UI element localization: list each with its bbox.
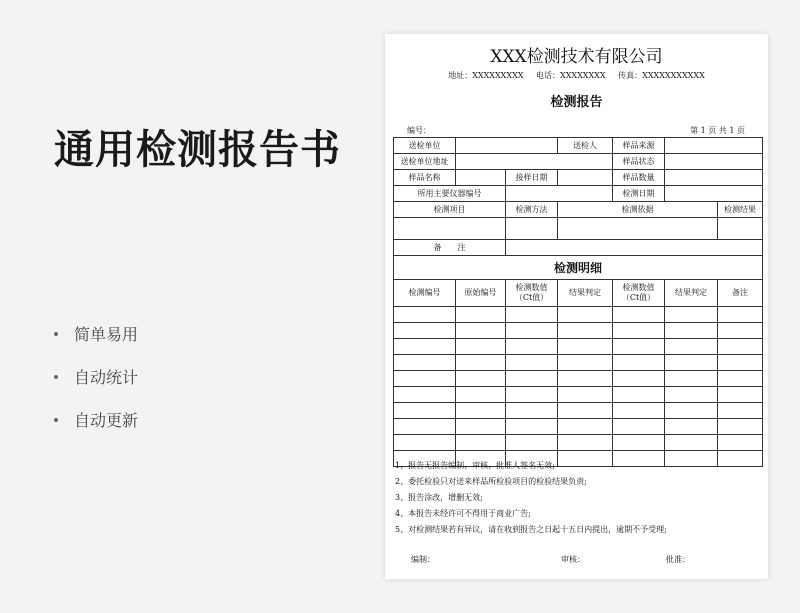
feature-label: 简单易用	[74, 325, 139, 344]
value-instrument-no[interactable]	[506, 186, 613, 202]
table-row	[394, 339, 763, 355]
label-test-date: 检测日期	[613, 186, 665, 202]
label-sample-status: 样品状态	[613, 154, 665, 170]
detail-cell[interactable]	[394, 387, 456, 403]
detail-cell[interactable]	[665, 323, 718, 339]
report-title: 检测报告	[550, 95, 603, 110]
label-sample-name: 样品名称	[394, 170, 456, 186]
bullet-icon	[54, 418, 58, 422]
detail-cell[interactable]	[665, 339, 718, 355]
value-sample-source[interactable]	[665, 138, 763, 154]
detail-section-title: 检测明细	[394, 256, 763, 280]
label-sender-address: 送检单位地址	[394, 154, 456, 170]
feature-list	[54, 312, 138, 441]
page-indicator: 第 1 页 共 1 页	[690, 126, 745, 135]
detail-cell[interactable]	[506, 419, 558, 435]
label-inspector: 送检人	[558, 138, 613, 154]
detail-cell[interactable]	[558, 323, 613, 339]
detail-cell[interactable]	[394, 403, 456, 419]
detail-cell[interactable]	[558, 435, 613, 451]
detail-cell[interactable]	[506, 371, 558, 387]
detail-cell[interactable]	[613, 419, 665, 435]
detail-cell[interactable]	[558, 339, 613, 355]
detail-cell[interactable]	[456, 403, 506, 419]
report-form-table	[393, 137, 763, 467]
table-row	[394, 403, 763, 419]
value-sampling-date[interactable]	[558, 170, 613, 186]
table-row	[394, 419, 763, 435]
page-title: 通用检测报告书	[54, 127, 341, 173]
detail-cell[interactable]	[665, 307, 718, 323]
detail-cell[interactable]	[558, 387, 613, 403]
detail-cell[interactable]	[613, 339, 665, 355]
header-test-basis: 检测依据	[558, 202, 718, 218]
value-test-basis[interactable]	[558, 218, 718, 240]
detail-cell[interactable]	[394, 419, 456, 435]
detail-cell[interactable]	[456, 323, 506, 339]
detail-cell[interactable]	[613, 387, 665, 403]
table-row	[394, 387, 763, 403]
detail-cell[interactable]	[394, 323, 456, 339]
bullet-icon	[54, 332, 58, 336]
value-sample-qty[interactable]	[665, 170, 763, 186]
detail-cell[interactable]	[456, 355, 506, 371]
detail-cell[interactable]	[718, 387, 763, 403]
detail-cell[interactable]	[613, 371, 665, 387]
report-notes	[395, 458, 760, 538]
address-text: 地址：XXXXXXXXX	[448, 71, 524, 80]
detail-header: 结果判定	[665, 280, 718, 307]
report-sheet	[385, 34, 768, 579]
detail-header: 检测数值（Ct值）	[613, 280, 665, 307]
detail-cell[interactable]	[613, 355, 665, 371]
detail-cell[interactable]	[665, 435, 718, 451]
detail-cell[interactable]	[558, 307, 613, 323]
header-test-item: 检测项目	[394, 202, 506, 218]
detail-header: 检测编号	[394, 280, 456, 307]
table-row	[394, 371, 763, 387]
label-sender-unit: 送检单位	[394, 138, 456, 154]
detail-cell[interactable]	[665, 403, 718, 419]
note-item: 1、报告无报告编制、审核、批准人签名无效;	[395, 461, 555, 470]
detail-cell[interactable]	[665, 419, 718, 435]
detail-cell[interactable]	[558, 371, 613, 387]
detail-header: 原始编号	[456, 280, 506, 307]
detail-cell[interactable]	[613, 307, 665, 323]
label-sample-qty: 样品数量	[613, 170, 665, 186]
feature-item	[54, 355, 138, 398]
fax-text: 传真：XXXXXXXXXXX	[618, 71, 705, 80]
detail-cell[interactable]	[718, 323, 763, 339]
detail-cell[interactable]	[506, 323, 558, 339]
detail-cell[interactable]	[456, 419, 506, 435]
detail-cell[interactable]	[558, 355, 613, 371]
table-row	[394, 307, 763, 323]
feature-item	[54, 398, 138, 441]
value-test-item[interactable]	[394, 218, 506, 240]
table-row	[394, 435, 763, 451]
detail-cell[interactable]	[394, 435, 456, 451]
detail-rows	[394, 307, 763, 467]
detail-cell[interactable]	[394, 371, 456, 387]
detail-cell[interactable]	[456, 387, 506, 403]
note-item: 5、对检测结果若有异议，请在收到报告之日起十五日内提出，逾期不予受理;	[395, 525, 667, 534]
bullet-icon	[54, 375, 58, 379]
label-instrument-no: 所用主要仪器编号	[394, 186, 506, 202]
value-test-method[interactable]	[506, 218, 558, 240]
detail-cell[interactable]	[506, 435, 558, 451]
feature-label: 自动统计	[74, 368, 139, 387]
company-name: XXX检测技术有限公司	[490, 47, 663, 67]
label-sample-source: 样品来源	[613, 138, 665, 154]
signature-reviewed: 审核：	[561, 555, 585, 564]
report-meta	[407, 125, 745, 136]
detail-cell[interactable]	[718, 339, 763, 355]
value-test-date[interactable]	[665, 186, 763, 202]
report-number-label: 编号：	[407, 126, 431, 135]
detail-cell[interactable]	[506, 387, 558, 403]
detail-cell[interactable]	[718, 307, 763, 323]
feature-label: 自动更新	[74, 411, 139, 430]
label-remarks: 备 注	[394, 240, 506, 256]
detail-cell[interactable]	[613, 403, 665, 419]
detail-cell[interactable]	[718, 403, 763, 419]
note-item: 3、报告涂改，增删无效;	[395, 493, 483, 502]
detail-cell[interactable]	[506, 403, 558, 419]
header-test-result: 检测结果	[718, 202, 763, 218]
detail-cell[interactable]	[718, 371, 763, 387]
note-item: 4、本报告未经许可不得用于商业广告;	[395, 509, 531, 518]
detail-cell[interactable]	[394, 355, 456, 371]
detail-header: 检测数值（Ct值）	[506, 280, 558, 307]
detail-cell[interactable]	[506, 339, 558, 355]
value-sample-status[interactable]	[665, 154, 763, 170]
detail-cell[interactable]	[394, 307, 456, 323]
phone-text: 电话：XXXXXXXX	[536, 71, 606, 80]
detail-cell[interactable]	[394, 339, 456, 355]
detail-cell[interactable]	[718, 419, 763, 435]
table-row	[394, 323, 763, 339]
company-contact	[385, 70, 768, 81]
detail-cell[interactable]	[665, 355, 718, 371]
detail-cell[interactable]	[506, 355, 558, 371]
value-sender-address[interactable]	[456, 154, 613, 170]
detail-cell[interactable]	[718, 435, 763, 451]
value-sender-unit[interactable]	[456, 138, 558, 154]
value-test-result[interactable]	[718, 218, 763, 240]
detail-header: 备注	[718, 280, 763, 307]
detail-cell[interactable]	[665, 371, 718, 387]
label-sampling-date: 接样日期	[506, 170, 558, 186]
value-remarks[interactable]	[506, 240, 763, 256]
value-sample-name[interactable]	[456, 170, 506, 186]
feature-item	[54, 312, 138, 355]
detail-cell[interactable]	[665, 387, 718, 403]
detail-cell[interactable]	[456, 435, 506, 451]
note-item: 2、委托检验只对送来样品所检验项目的检验结果负责;	[395, 477, 587, 486]
header-test-method: 检测方法	[506, 202, 558, 218]
detail-header: 结果判定	[558, 280, 613, 307]
signature-approved: 批准：	[666, 555, 690, 564]
detail-cell[interactable]	[456, 339, 506, 355]
detail-cell[interactable]	[718, 355, 763, 371]
detail-cell[interactable]	[506, 307, 558, 323]
detail-cell[interactable]	[558, 403, 613, 419]
table-row	[394, 355, 763, 371]
detail-cell[interactable]	[456, 307, 506, 323]
detail-cell[interactable]	[613, 435, 665, 451]
signature-prepared: 编制：	[411, 555, 435, 564]
detail-cell[interactable]	[613, 323, 665, 339]
detail-cell[interactable]	[456, 371, 506, 387]
detail-cell[interactable]	[558, 419, 613, 435]
